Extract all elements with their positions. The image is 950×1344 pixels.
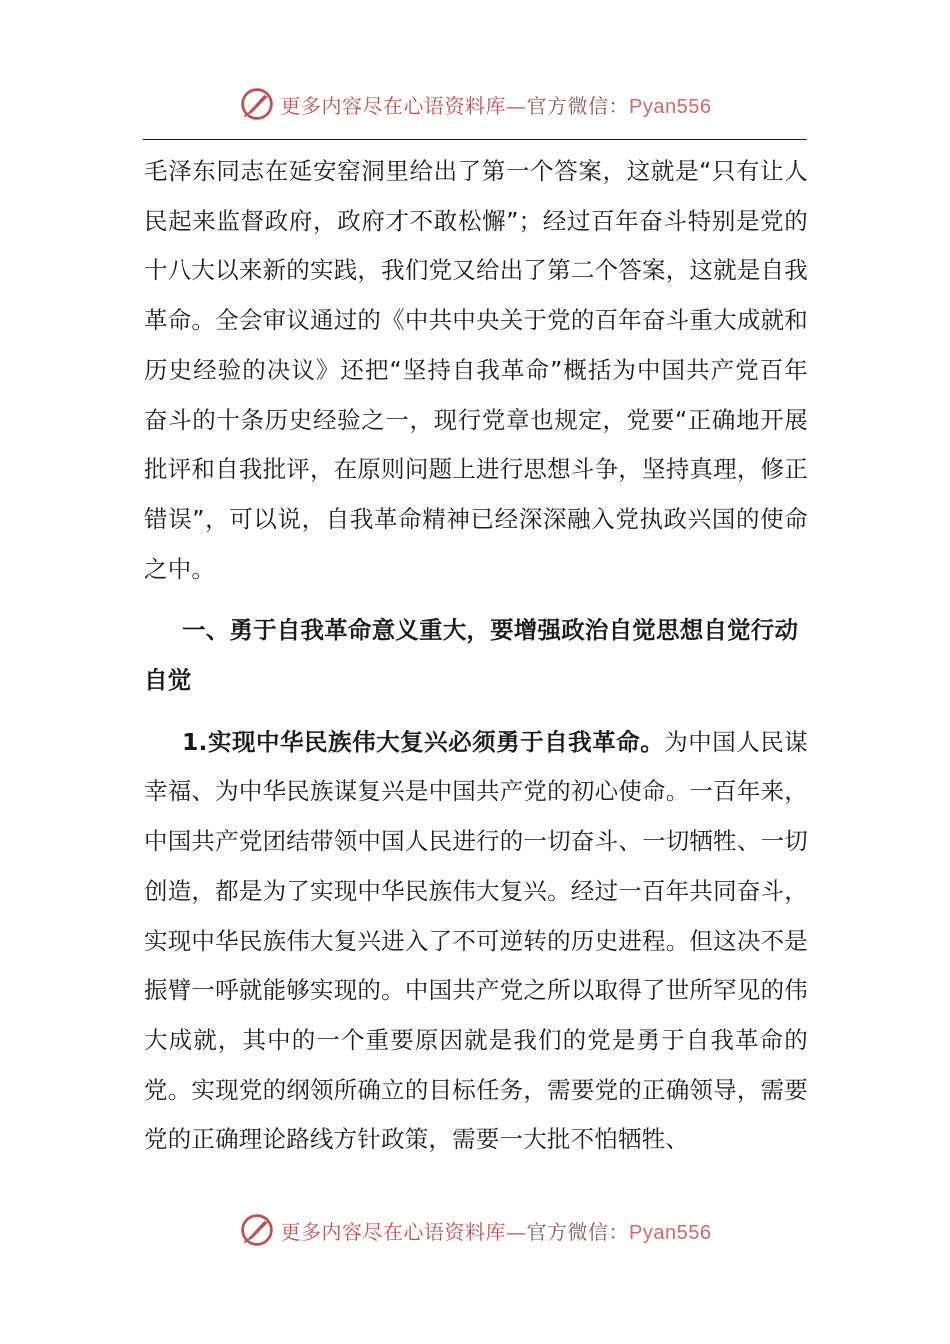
- header-banner: [281, 90, 712, 119]
- document-body: [144, 147, 808, 1165]
- footer-banner-dash: —: [506, 1219, 527, 1244]
- quill-logo-icon: [239, 1212, 275, 1248]
- footer-banner-wechat: 官方微信：: [526, 1219, 630, 1244]
- footer-banner: [281, 1216, 712, 1245]
- header-banner-main: 更多内容尽在心语资料库: [280, 93, 507, 118]
- paragraph-intro: 毛泽东同志在延安窑洞里给出了第一个答案，这就是“只有让人民起来监督政府，政府才不敢松懈”；经过百年奋斗特别是党的十八大以来新的实践，我们党又给出了第二个答案，这就是自我革命。全会审议通过的《中共中央关于党的百年奋斗重大成就和历史经验的决议》还把“坚持自我革命”概括为中国共产党百年奋斗的十条历史经验之一，现行党章也规定，党要“正确地开展批评和自我批评，在原则问题上进行思想斗争，坚持真理，修正错误”，可以说，自我革命精神已经深深融入党执政兴国的使命之中。: [144, 157, 808, 583]
- quill-logo-icon: [239, 86, 275, 122]
- header-banner-id: Pyan556: [629, 95, 712, 118]
- page-header: [0, 84, 950, 124]
- header-divider: [143, 139, 807, 140]
- footer-banner-main: 更多内容尽在心语资料库: [280, 1219, 507, 1244]
- header-banner-wechat: 官方微信：: [526, 93, 630, 118]
- page-footer: [0, 1210, 950, 1250]
- subsection-text: 为中国人民谋幸福、为中华民族谋复兴是中国共产党的初心使命。一百年来，中国共产党团结带领中国人民进行的一切奋斗、一切牺牲、一切创造，都是为了实现中华民族伟大复兴。经过一百年共同奋斗，实现中华民族伟大复兴进入了不可逆转的历史进程。但这决不是振臂一呼就能够实现的。中国共产党之所以取得了世所罕见的伟大成就，其中的一个重要原因就是我们的党是勇于自我革命的党。实现党的纲领所确立的目标任务，需要党的正确领导，需要党的正确理论路线方针政策，需要一大批不怕牺牲、: [144, 727, 808, 1154]
- subsection-title: 1.实现中华民族伟大复兴必须勇于自我革命。: [182, 727, 665, 756]
- header-banner-dash: —: [506, 93, 527, 118]
- footer-banner-id: Pyan556: [629, 1221, 712, 1244]
- section-heading: 一、勇于自我革命意义重大，要增强政治自觉思想自觉行动自觉: [144, 616, 799, 695]
- subsection-paragraph: [144, 718, 808, 1165]
